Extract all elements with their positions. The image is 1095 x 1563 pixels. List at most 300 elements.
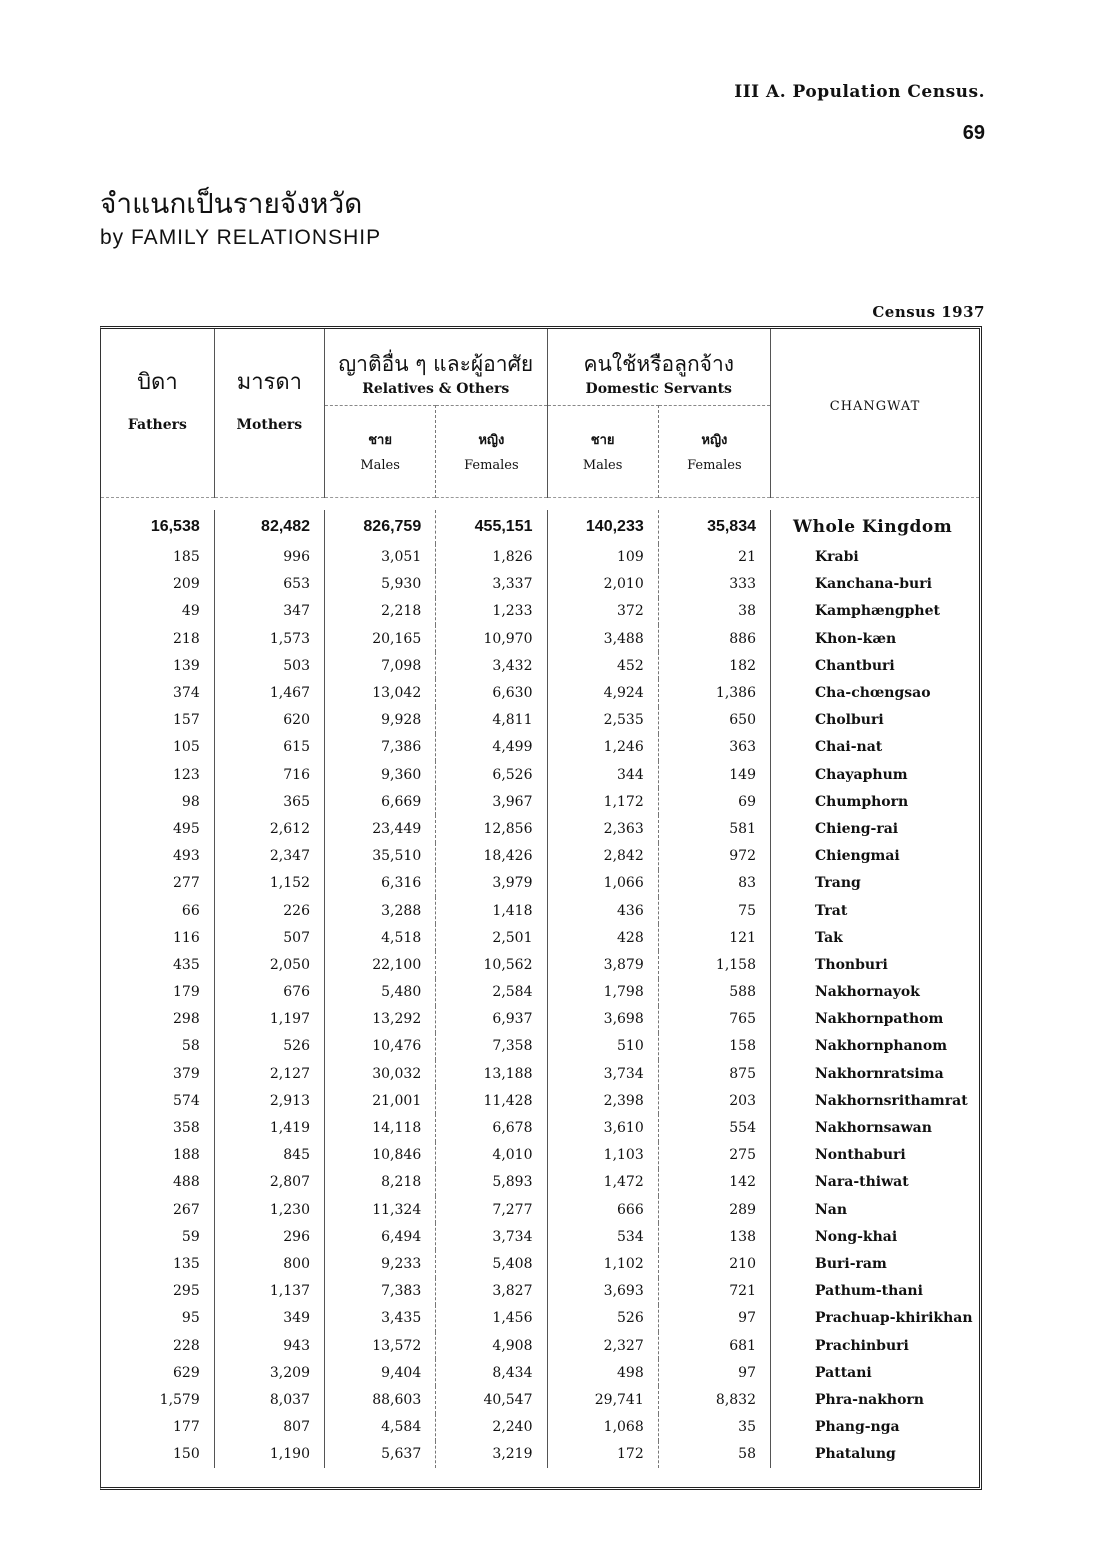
servants-males-cell: 2,010 xyxy=(547,571,658,598)
table-body xyxy=(101,497,979,1468)
changwat-cell: Krabi xyxy=(815,549,859,566)
relatives-males-cell: 6,669 xyxy=(324,788,435,815)
fathers-cell: 157 xyxy=(101,707,214,734)
relatives-males-cell: 3,288 xyxy=(324,897,435,924)
changwat-cell: Nakhornsawan xyxy=(815,1120,932,1137)
table-row xyxy=(101,1033,979,1060)
servants-males-cell: 3,698 xyxy=(547,1006,658,1033)
changwat-header: CHANGWAT xyxy=(829,399,921,414)
mothers-cell: 2,127 xyxy=(214,1060,324,1087)
servants-males-cell: 172 xyxy=(547,1441,658,1468)
table-row xyxy=(101,1332,979,1359)
servants-females-cell: 1,386 xyxy=(658,679,770,706)
servants-males-cell: 1,472 xyxy=(547,1169,658,1196)
servants-females-cell: 83 xyxy=(658,870,770,897)
relatives-group-header xyxy=(324,329,547,405)
changwat-cell: Nakhornsrithamrat xyxy=(815,1092,968,1109)
servants-males-cell: 3,879 xyxy=(547,951,658,978)
servants-males-cell: 2,327 xyxy=(547,1332,658,1359)
relatives-males-cell: 6,494 xyxy=(324,1223,435,1250)
mothers-cell: 1,573 xyxy=(214,625,324,652)
fathers-cell: 228 xyxy=(101,1332,214,1359)
changwat-cell: Thonburi xyxy=(815,956,888,973)
servants-females-cell: 875 xyxy=(658,1060,770,1087)
relatives-males-cell: 13,042 xyxy=(324,679,435,706)
relatives-females-cell: 3,967 xyxy=(436,788,547,815)
fathers-cell: 188 xyxy=(101,1142,214,1169)
relatives-females-cell: 10,562 xyxy=(436,951,547,978)
fathers-cell: 435 xyxy=(101,951,214,978)
mothers-cell: 1,467 xyxy=(214,679,324,706)
relatives-males-cell: 8,218 xyxy=(324,1169,435,1196)
mothers-cell: 226 xyxy=(214,897,324,924)
servants-females-cell: 182 xyxy=(658,652,770,679)
fathers-cell: 116 xyxy=(101,924,214,951)
table-row xyxy=(101,1223,979,1250)
servants-males-cell: 3,488 xyxy=(547,625,658,652)
changwat-cell: Chumphorn xyxy=(815,793,909,810)
relatives-males-cell: 13,572 xyxy=(324,1332,435,1359)
servants-females-cell: 8,832 xyxy=(658,1386,770,1413)
fathers-cell: 295 xyxy=(101,1278,214,1305)
fathers-cell: 123 xyxy=(101,761,214,788)
table-row xyxy=(101,897,979,924)
changwat-cell: Chieng-rai xyxy=(815,820,899,837)
relatives-males-cell: 23,449 xyxy=(324,815,435,842)
header-separator xyxy=(101,497,979,510)
changwat-cell: Kanchana-buri xyxy=(815,576,932,593)
servants-females-cell: 21 xyxy=(658,544,770,571)
relatives-females-cell: 2,501 xyxy=(436,924,547,951)
relatives-males-cell: 22,100 xyxy=(324,951,435,978)
mothers-cell: 296 xyxy=(214,1223,324,1250)
relatives-females-label: Females xyxy=(464,458,519,473)
table-row xyxy=(101,761,979,788)
relatives-females-cell: 3,337 xyxy=(436,571,547,598)
servants-females-cell: 142 xyxy=(658,1169,770,1196)
mothers-header-thai: มารดา xyxy=(214,329,324,405)
relatives-females-cell: 6,678 xyxy=(436,1114,547,1141)
servants-females-cell: 275 xyxy=(658,1142,770,1169)
mothers-cell: 347 xyxy=(214,598,324,625)
table-row xyxy=(101,544,979,571)
servants-header-thai: คนใช้หรือลูกจ้าง xyxy=(583,351,735,376)
mothers-cell: 676 xyxy=(214,979,324,1006)
servants-females-cell: 138 xyxy=(658,1223,770,1250)
mothers-cell: 2,913 xyxy=(214,1087,324,1114)
relatives-males-cell: 13,292 xyxy=(324,1006,435,1033)
relatives-males-cell: 9,360 xyxy=(324,761,435,788)
servants-females-cell: 38 xyxy=(658,598,770,625)
relatives-females-cell: 2,240 xyxy=(436,1414,547,1441)
servants-males-cell: 4,924 xyxy=(547,679,658,706)
fathers-header: Fathers xyxy=(101,405,214,497)
mothers-cell: 1,419 xyxy=(214,1114,324,1141)
fathers-cell: 98 xyxy=(101,788,214,815)
servants-females-cell: 972 xyxy=(658,843,770,870)
servants-males-cell: 344 xyxy=(547,761,658,788)
mothers-cell: 526 xyxy=(214,1033,324,1060)
total-relatives-males: 826,759 xyxy=(324,510,435,544)
servants-females-cell: 75 xyxy=(658,897,770,924)
table-row xyxy=(101,1414,979,1441)
total-mothers: 82,482 xyxy=(214,510,324,544)
servants-females-cell: 333 xyxy=(658,571,770,598)
table-row xyxy=(101,1142,979,1169)
mothers-cell: 1,190 xyxy=(214,1441,324,1468)
servants-females-cell: 681 xyxy=(658,1332,770,1359)
changwat-cell: Cholburi xyxy=(815,712,884,729)
servants-males-cell: 526 xyxy=(547,1305,658,1332)
servants-females-cell: 363 xyxy=(658,734,770,761)
total-changwat: Whole Kingdom xyxy=(793,516,953,537)
fathers-cell: 267 xyxy=(101,1196,214,1223)
changwat-cell: Pathum-thani xyxy=(815,1283,923,1300)
changwat-cell: Cha-chœngsao xyxy=(815,685,931,702)
relatives-males-cell: 11,324 xyxy=(324,1196,435,1223)
table-row xyxy=(101,924,979,951)
fathers-cell: 493 xyxy=(101,843,214,870)
total-row xyxy=(101,510,979,544)
servants-males-cell: 1,103 xyxy=(547,1142,658,1169)
mothers-cell: 349 xyxy=(214,1305,324,1332)
relatives-females-cell: 3,979 xyxy=(436,870,547,897)
relatives-males-cell: 3,435 xyxy=(324,1305,435,1332)
mothers-cell: 653 xyxy=(214,571,324,598)
changwat-cell: Chantburi xyxy=(815,657,895,674)
table-row xyxy=(101,843,979,870)
table-row xyxy=(101,979,979,1006)
relatives-females-thai: หญิง xyxy=(478,433,505,448)
relatives-females-cell: 3,734 xyxy=(436,1223,547,1250)
relatives-females-cell: 7,277 xyxy=(436,1196,547,1223)
changwat-cell: Buri-ram xyxy=(815,1255,887,1272)
relatives-males-cell: 7,386 xyxy=(324,734,435,761)
changwat-cell: Kamphængphet xyxy=(815,603,940,620)
running-head: III A. Population Census. xyxy=(734,82,985,102)
changwat-cell: Chayaphum xyxy=(815,766,908,783)
relatives-males-cell: 10,476 xyxy=(324,1033,435,1060)
servants-females-cell: 1,158 xyxy=(658,951,770,978)
changwat-cell: Nara-thiwat xyxy=(815,1174,909,1191)
changwat-cell: Chai-nat xyxy=(815,739,883,756)
table-row xyxy=(101,1006,979,1033)
fathers-cell: 179 xyxy=(101,979,214,1006)
table-row xyxy=(101,679,979,706)
servants-males-cell: 3,610 xyxy=(547,1114,658,1141)
changwat-cell: Khon-kæn xyxy=(815,630,897,647)
mothers-cell: 1,197 xyxy=(214,1006,324,1033)
total-servants-females: 35,834 xyxy=(658,510,770,544)
mothers-cell: 8,037 xyxy=(214,1386,324,1413)
servants-males-cell: 2,842 xyxy=(547,843,658,870)
servants-males-cell: 436 xyxy=(547,897,658,924)
changwat-cell: Prachinburi xyxy=(815,1337,909,1354)
relatives-females-cell: 5,408 xyxy=(436,1250,547,1277)
relatives-males-cell: 3,051 xyxy=(324,544,435,571)
relatives-males-cell: 5,930 xyxy=(324,571,435,598)
fathers-cell: 59 xyxy=(101,1223,214,1250)
servants-males-cell: 498 xyxy=(547,1359,658,1386)
relatives-females-cell: 1,456 xyxy=(436,1305,547,1332)
servants-males-cell: 1,172 xyxy=(547,788,658,815)
servants-males-thai: ชาย xyxy=(590,433,615,448)
mothers-cell: 2,612 xyxy=(214,815,324,842)
fathers-cell: 298 xyxy=(101,1006,214,1033)
relatives-header-thai: ญาติอื่น ๆ และผู้อาศัย xyxy=(338,351,534,376)
table-row xyxy=(101,734,979,761)
relatives-males-header xyxy=(324,405,435,497)
servants-males-cell: 109 xyxy=(547,544,658,571)
servants-males-label: Males xyxy=(582,458,623,473)
mothers-cell: 2,347 xyxy=(214,843,324,870)
mothers-header: Mothers xyxy=(214,405,324,497)
table-row xyxy=(101,951,979,978)
table-row xyxy=(101,1169,979,1196)
mothers-cell: 365 xyxy=(214,788,324,815)
table-row xyxy=(101,1060,979,1087)
relatives-females-cell: 4,499 xyxy=(436,734,547,761)
changwat-cell: Phra-nakhorn xyxy=(815,1391,924,1408)
changwat-cell: Tak xyxy=(815,929,843,946)
relatives-females-cell: 5,893 xyxy=(436,1169,547,1196)
relatives-females-cell: 4,010 xyxy=(436,1142,547,1169)
changwat-cell: Nan xyxy=(815,1201,848,1218)
relatives-females-cell: 1,233 xyxy=(436,598,547,625)
servants-males-cell: 2,535 xyxy=(547,707,658,734)
changwat-cell: Nakhornpathom xyxy=(815,1011,944,1028)
table-row xyxy=(101,1250,979,1277)
relatives-males-cell: 4,584 xyxy=(324,1414,435,1441)
servants-females-cell: 588 xyxy=(658,979,770,1006)
servants-females-cell: 581 xyxy=(658,815,770,842)
relatives-males-cell: 9,233 xyxy=(324,1250,435,1277)
relatives-males-cell: 5,637 xyxy=(324,1441,435,1468)
changwat-cell: Nakhornphanom xyxy=(815,1038,948,1055)
mothers-cell: 1,230 xyxy=(214,1196,324,1223)
table-row xyxy=(101,1359,979,1386)
mothers-cell: 2,050 xyxy=(214,951,324,978)
servants-females-cell: 58 xyxy=(658,1441,770,1468)
servants-males-cell: 452 xyxy=(547,652,658,679)
servants-males-cell: 2,398 xyxy=(547,1087,658,1114)
servants-females-cell: 149 xyxy=(658,761,770,788)
relatives-males-cell: 7,098 xyxy=(324,652,435,679)
table-row xyxy=(101,571,979,598)
relatives-males-thai: ชาย xyxy=(368,433,392,448)
servants-males-cell: 3,693 xyxy=(547,1278,658,1305)
relatives-females-cell: 4,908 xyxy=(436,1332,547,1359)
mothers-cell: 2,807 xyxy=(214,1169,324,1196)
servants-females-cell: 289 xyxy=(658,1196,770,1223)
fathers-cell: 277 xyxy=(101,870,214,897)
relatives-females-cell: 1,826 xyxy=(436,544,547,571)
changwat-cell: Chiengmai xyxy=(815,848,900,865)
servants-females-cell: 210 xyxy=(658,1250,770,1277)
mothers-cell: 3,209 xyxy=(214,1359,324,1386)
mothers-cell: 503 xyxy=(214,652,324,679)
servants-females-cell: 886 xyxy=(658,625,770,652)
servants-males-cell: 3,734 xyxy=(547,1060,658,1087)
relatives-males-cell: 5,480 xyxy=(324,979,435,1006)
relatives-females-header xyxy=(436,405,547,497)
table-row xyxy=(101,1441,979,1468)
servants-females-cell: 97 xyxy=(658,1359,770,1386)
fathers-cell: 209 xyxy=(101,571,214,598)
relatives-males-cell: 88,603 xyxy=(324,1386,435,1413)
fathers-cell: 150 xyxy=(101,1441,214,1468)
changwat-cell: Nonthaburi xyxy=(815,1147,906,1164)
relatives-females-cell: 6,937 xyxy=(436,1006,547,1033)
fathers-cell: 488 xyxy=(101,1169,214,1196)
fathers-cell: 105 xyxy=(101,734,214,761)
mothers-cell: 845 xyxy=(214,1142,324,1169)
table-row xyxy=(101,1196,979,1223)
mothers-cell: 716 xyxy=(214,761,324,788)
changwat-cell: Phang-nga xyxy=(815,1419,900,1436)
table-row xyxy=(101,1278,979,1305)
relatives-females-cell: 7,358 xyxy=(436,1033,547,1060)
relatives-males-cell: 30,032 xyxy=(324,1060,435,1087)
servants-males-cell: 534 xyxy=(547,1223,658,1250)
relatives-females-cell: 3,432 xyxy=(436,652,547,679)
table-row xyxy=(101,652,979,679)
mothers-cell: 1,137 xyxy=(214,1278,324,1305)
title-english: by FAMILY RELATIONSHIP xyxy=(100,226,382,249)
census-table xyxy=(101,329,979,1468)
table-row xyxy=(101,788,979,815)
table-row xyxy=(101,598,979,625)
table-row xyxy=(101,1087,979,1114)
servants-males-cell: 1,066 xyxy=(547,870,658,897)
census-label: Census 1937 xyxy=(872,303,985,321)
relatives-females-cell: 13,188 xyxy=(436,1060,547,1087)
mothers-cell: 615 xyxy=(214,734,324,761)
total-relatives-females: 455,151 xyxy=(436,510,547,544)
fathers-cell: 58 xyxy=(101,1033,214,1060)
relatives-header: Relatives & Others xyxy=(362,380,510,397)
relatives-males-cell: 35,510 xyxy=(324,843,435,870)
changwat-cell: Nakhornayok xyxy=(815,984,920,1001)
mothers-cell: 507 xyxy=(214,924,324,951)
servants-females-thai: หญิง xyxy=(701,433,728,448)
changwat-cell: Pattani xyxy=(815,1364,872,1381)
changwat-cell: Nong-khai xyxy=(815,1228,898,1245)
servants-males-cell: 1,068 xyxy=(547,1414,658,1441)
relatives-males-cell: 2,218 xyxy=(324,598,435,625)
relatives-males-cell: 20,165 xyxy=(324,625,435,652)
servants-females-cell: 650 xyxy=(658,707,770,734)
servants-females-label: Females xyxy=(687,458,742,473)
servants-males-header xyxy=(547,405,658,497)
servants-males-cell: 428 xyxy=(547,924,658,951)
relatives-females-cell: 10,970 xyxy=(436,625,547,652)
fathers-cell: 66 xyxy=(101,897,214,924)
relatives-females-cell: 3,827 xyxy=(436,1278,547,1305)
fathers-cell: 135 xyxy=(101,1250,214,1277)
servants-females-cell: 203 xyxy=(658,1087,770,1114)
table-row xyxy=(101,707,979,734)
relatives-females-cell: 4,811 xyxy=(436,707,547,734)
relatives-females-cell: 8,434 xyxy=(436,1359,547,1386)
table-row xyxy=(101,1114,979,1141)
relatives-males-cell: 9,928 xyxy=(324,707,435,734)
relatives-females-cell: 1,418 xyxy=(436,897,547,924)
servants-males-cell: 666 xyxy=(547,1196,658,1223)
page-number: 69 xyxy=(962,122,985,144)
servants-males-cell: 2,363 xyxy=(547,815,658,842)
relatives-males-cell: 10,846 xyxy=(324,1142,435,1169)
fathers-cell: 358 xyxy=(101,1114,214,1141)
relatives-females-cell: 40,547 xyxy=(436,1386,547,1413)
servants-females-cell: 35 xyxy=(658,1414,770,1441)
table-row xyxy=(101,815,979,842)
fathers-cell: 374 xyxy=(101,679,214,706)
fathers-cell: 379 xyxy=(101,1060,214,1087)
relatives-females-cell: 11,428 xyxy=(436,1087,547,1114)
relatives-females-cell: 6,630 xyxy=(436,679,547,706)
relatives-males-label: Males xyxy=(360,458,400,473)
relatives-females-cell: 6,526 xyxy=(436,761,547,788)
changwat-cell: Phatalung xyxy=(815,1446,896,1463)
servants-males-cell: 1,246 xyxy=(547,734,658,761)
mothers-cell: 1,152 xyxy=(214,870,324,897)
title-thai: จำแนกเป็นรายจังหวัด xyxy=(100,187,363,220)
fathers-cell: 495 xyxy=(101,815,214,842)
servants-males-cell: 29,741 xyxy=(547,1386,658,1413)
fathers-cell: 185 xyxy=(101,544,214,571)
mothers-cell: 620 xyxy=(214,707,324,734)
relatives-females-cell: 12,856 xyxy=(436,815,547,842)
servants-females-header xyxy=(658,405,770,497)
fathers-cell: 1,579 xyxy=(101,1386,214,1413)
mothers-cell: 807 xyxy=(214,1414,324,1441)
fathers-cell: 218 xyxy=(101,625,214,652)
relatives-males-cell: 7,383 xyxy=(324,1278,435,1305)
relatives-males-cell: 14,118 xyxy=(324,1114,435,1141)
mothers-cell: 943 xyxy=(214,1332,324,1359)
servants-males-cell: 510 xyxy=(547,1033,658,1060)
mothers-cell: 996 xyxy=(214,544,324,571)
relatives-males-cell: 4,518 xyxy=(324,924,435,951)
census-table-frame xyxy=(100,326,982,1490)
fathers-cell: 177 xyxy=(101,1414,214,1441)
fathers-cell: 629 xyxy=(101,1359,214,1386)
relatives-females-cell: 18,426 xyxy=(436,843,547,870)
table-row xyxy=(101,1305,979,1332)
servants-females-cell: 721 xyxy=(658,1278,770,1305)
servants-males-cell: 1,798 xyxy=(547,979,658,1006)
mothers-cell: 800 xyxy=(214,1250,324,1277)
servants-females-cell: 158 xyxy=(658,1033,770,1060)
changwat-cell: Trat xyxy=(815,902,848,919)
table-row xyxy=(101,625,979,652)
relatives-females-cell: 3,219 xyxy=(436,1441,547,1468)
fathers-cell: 574 xyxy=(101,1087,214,1114)
servants-females-cell: 97 xyxy=(658,1305,770,1332)
servants-males-cell: 372 xyxy=(547,598,658,625)
servants-females-cell: 554 xyxy=(658,1114,770,1141)
servants-males-cell: 1,102 xyxy=(547,1250,658,1277)
changwat-cell: Prachuap-khirikhan xyxy=(815,1310,973,1327)
relatives-males-cell: 6,316 xyxy=(324,870,435,897)
changwat-cell: Nakhornratsima xyxy=(815,1065,944,1082)
table-row xyxy=(101,1386,979,1413)
relatives-females-cell: 2,584 xyxy=(436,979,547,1006)
total-fathers: 16,538 xyxy=(101,510,214,544)
servants-females-cell: 69 xyxy=(658,788,770,815)
fathers-cell: 49 xyxy=(101,598,214,625)
